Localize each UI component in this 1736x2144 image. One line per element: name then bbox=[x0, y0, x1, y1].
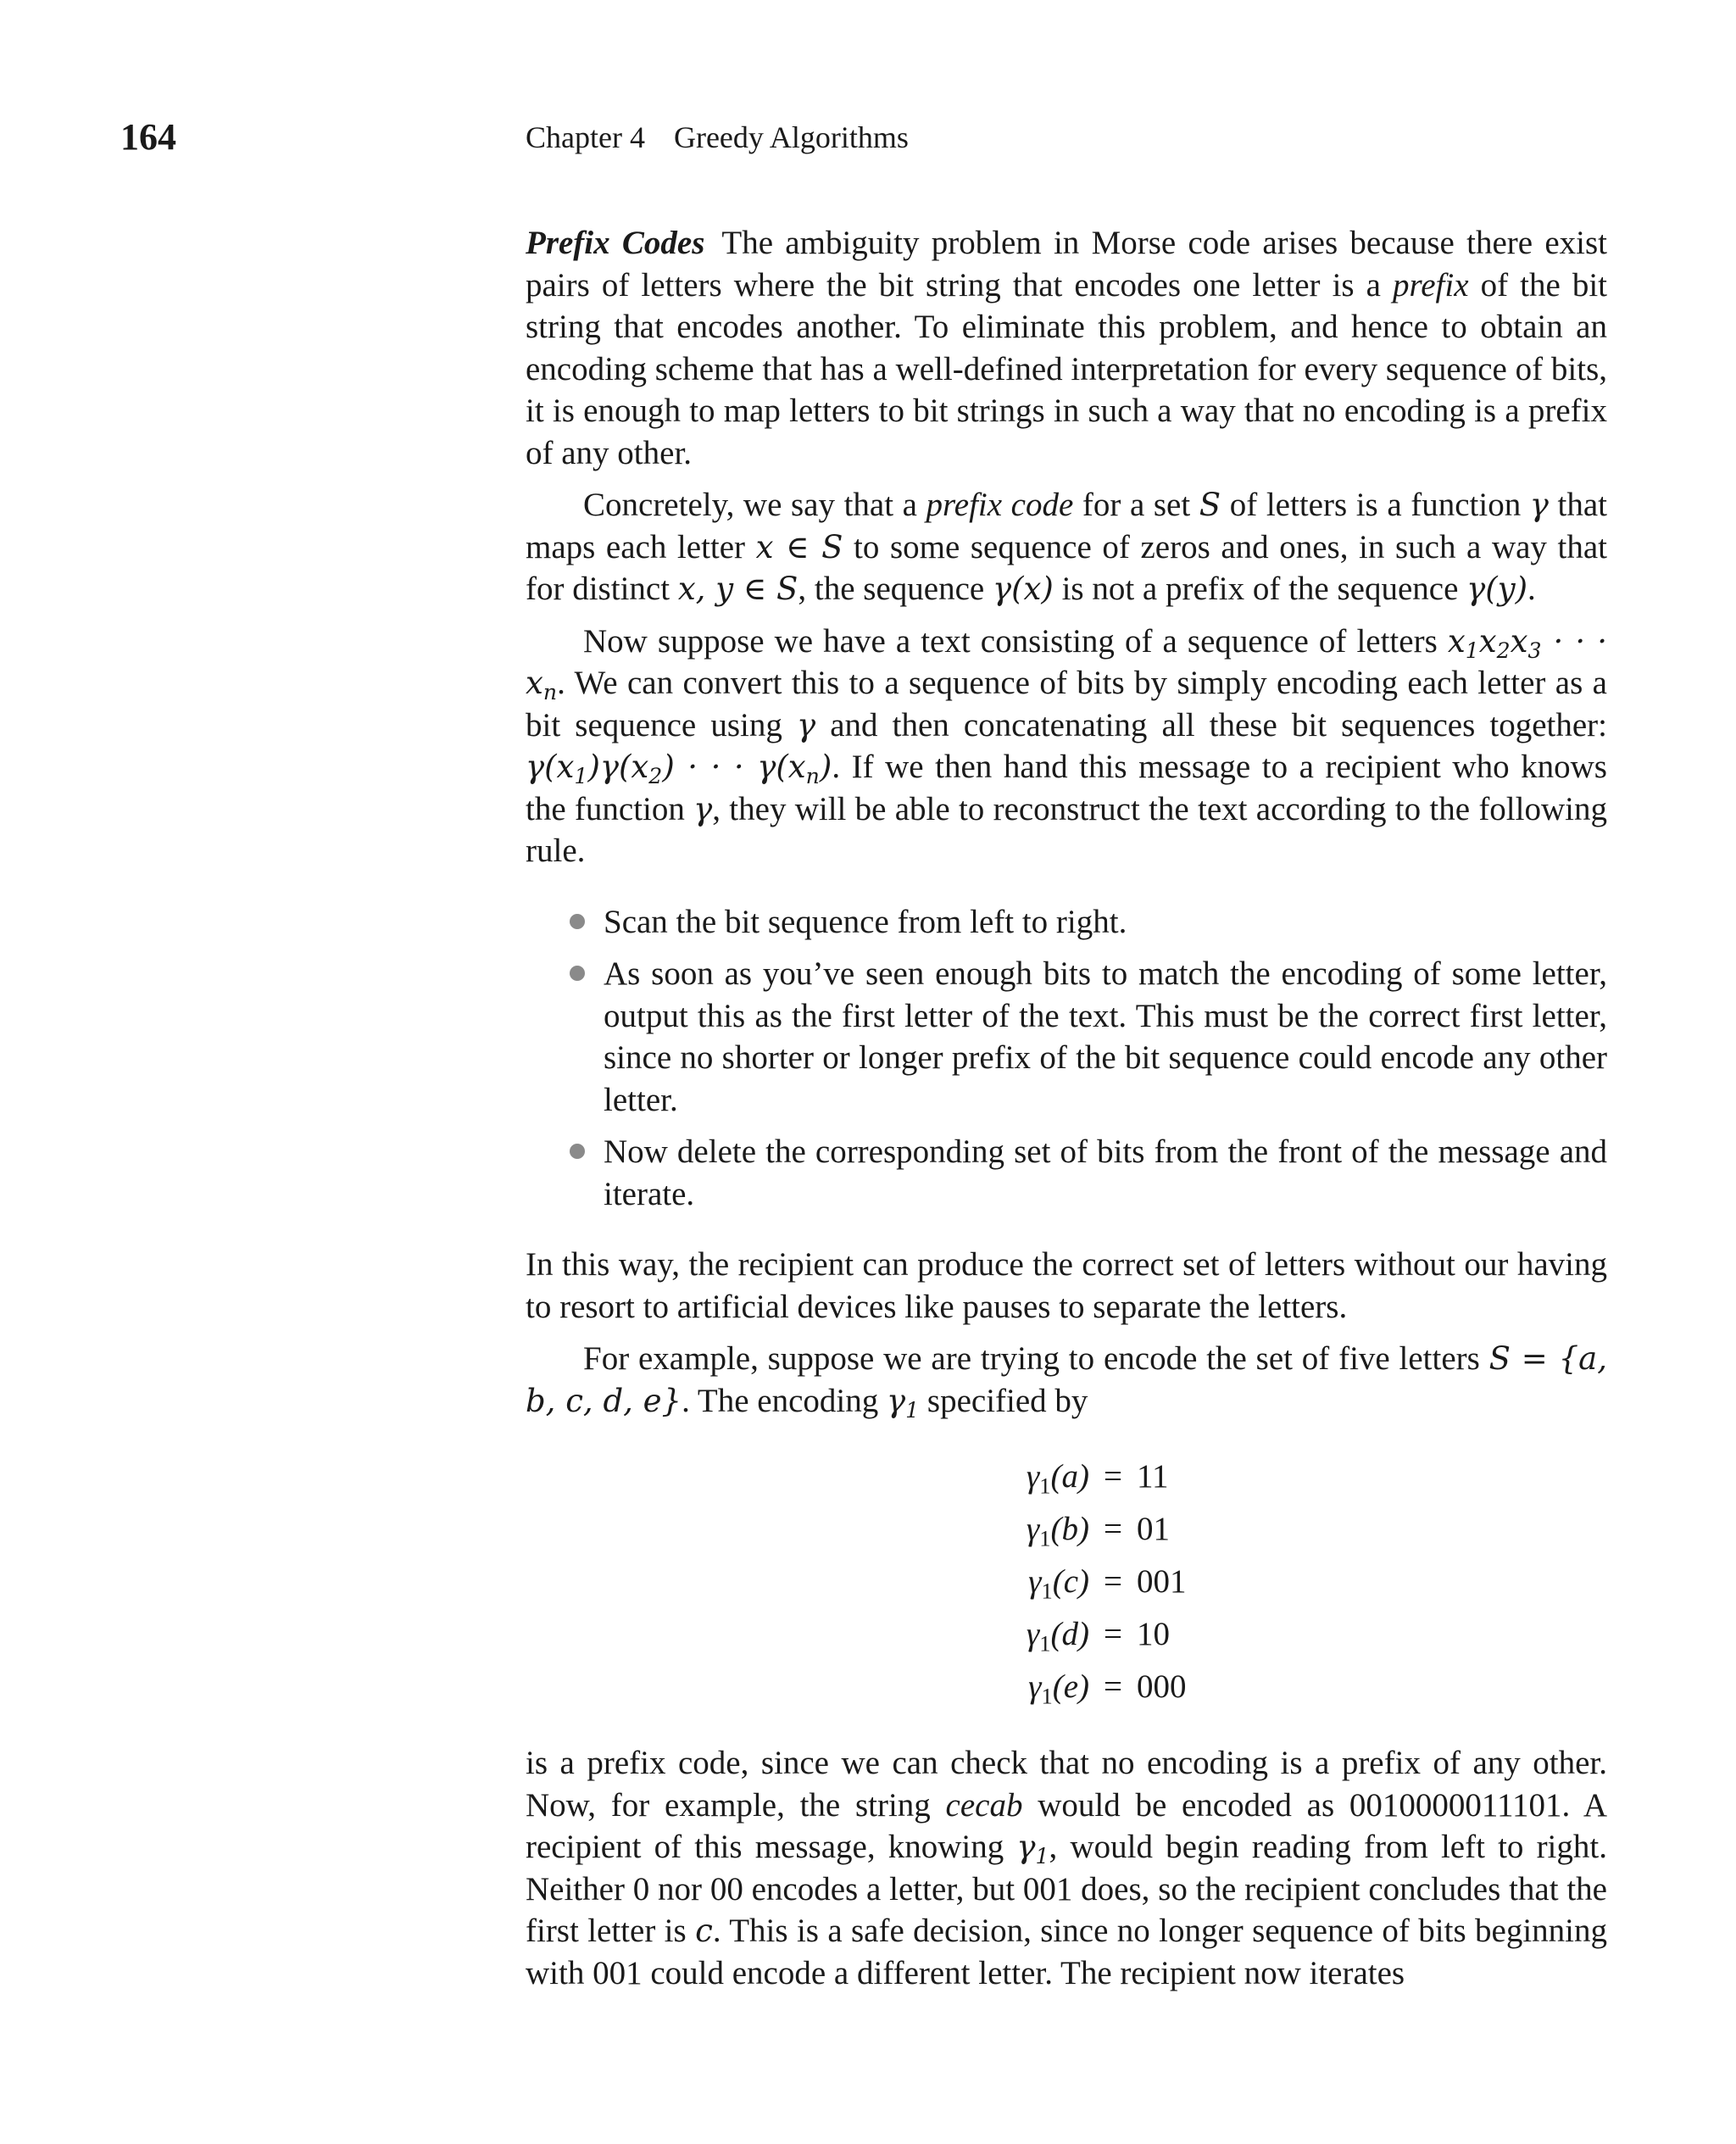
equals-sign: = bbox=[1104, 1511, 1122, 1547]
text-run: , they will be able to reconstruct the text according to the following rule. bbox=[526, 790, 1607, 869]
code-value: 01 bbox=[1137, 1511, 1170, 1547]
section-runin-title: Prefix Codes bbox=[526, 225, 705, 261]
chapter-label: Chapter 4 bbox=[526, 120, 645, 154]
math-gamma-1: $\gamma_1$ bbox=[1016, 1829, 1049, 1869]
encoding-table bbox=[526, 1451, 1607, 1713]
math-xy-in-s: x, y ∈ S bbox=[677, 571, 798, 607]
running-head bbox=[526, 115, 909, 159]
bullet-icon bbox=[570, 966, 585, 981]
paragraph-in-this-way: In this way, the recipient can produce the correct set of letters without our having to resort to artificial devices like pauses to separate the letters. bbox=[526, 1246, 1607, 1325]
math-gamma: γ bbox=[693, 790, 713, 827]
emphasis-prefix: prefix bbox=[1393, 266, 1469, 304]
math-gamma: γ bbox=[1529, 487, 1549, 523]
math-gamma-x: γ(x) bbox=[992, 571, 1054, 607]
math-encoded-sequence: $\gamma(x_1)\gamma(x_2)$ · · · $\gamma(x_n)$ bbox=[526, 749, 832, 789]
paragraph-now-suppose bbox=[526, 621, 1607, 872]
body-text bbox=[526, 222, 1607, 2004]
math-gamma: γ bbox=[1026, 1458, 1040, 1495]
text-run: specified by bbox=[919, 1382, 1088, 1419]
math-gamma: γ bbox=[796, 706, 816, 743]
text-run: of letters is a function bbox=[1221, 487, 1530, 523]
math-gamma: γ bbox=[1028, 1668, 1042, 1705]
math-gamma-y: γ(y) bbox=[1466, 571, 1528, 607]
text-run: would be encoded as 0010000011101. A recipient of this message, knowing bbox=[526, 1786, 1607, 1865]
paragraph-prefix-codes bbox=[526, 222, 1607, 474]
math-gamma: γ bbox=[1028, 1563, 1042, 1600]
text-run: for a set bbox=[1073, 487, 1199, 523]
text-run: and then concatenating all these bit sequences together: bbox=[815, 706, 1607, 743]
list-item bbox=[604, 1131, 1607, 1215]
emphasis-cecab: cecab bbox=[945, 1786, 1023, 1824]
encoding-row: $\gamma_1(c) = 001$ bbox=[954, 1556, 1221, 1608]
text-run: to some sequence of zeros and ones, in such a way that for distinct bbox=[526, 528, 1608, 607]
list-item-text: As soon as you’ve seen enough bits to match the encoding of some letter, output this as the first letter of the text. This must be the correct first letter, since no shorter or longer prefix of the bit sequence could encode any other letter. bbox=[604, 955, 1607, 1118]
math-argument: (c) bbox=[1052, 1563, 1089, 1600]
emphasis-prefix-code: prefix code bbox=[926, 487, 1074, 523]
bullet-icon bbox=[570, 914, 585, 929]
math-argument: (d) bbox=[1050, 1616, 1089, 1652]
text-run: Concretely, we say that a bbox=[583, 487, 926, 523]
text-run: For example, suppose we are trying to encode the set of five letters bbox=[583, 1340, 1489, 1377]
math-letter-sequence: $x_1x_2x_3$ · · · $x_n$ bbox=[526, 622, 1607, 705]
code-value: 001 bbox=[1137, 1563, 1187, 1600]
encoding-row: $\gamma_1(a) = 11$ bbox=[954, 1451, 1221, 1503]
text-run: is a prefix code, since we can check that no encoding is a prefix of any other. Now, for example, the string bbox=[526, 1745, 1607, 1824]
list-item-text: Now delete the corresponding set of bits from the front of the message and iterate. bbox=[604, 1133, 1607, 1212]
list-item-text: Scan the bit sequence from left to right. bbox=[604, 903, 1127, 940]
text-run: , would begin reading from left to right. Neither 0 nor 00 encodes a letter, but 001 does, so the recipient concludes that the first letter is bbox=[526, 1829, 1607, 1949]
text-run: . bbox=[1527, 571, 1536, 607]
text-run: of the bit string that encodes another. To eliminate this problem, and hence to obtain an encoding scheme that has a well-defined interpretation for every sequence of bits, it is enough to map letters to bit strings in such a way that no encoding is a prefix of any other. bbox=[526, 266, 1607, 471]
text-run: . If we then hand this message to a recipient who knows the function bbox=[526, 749, 1607, 827]
encoding-row: $\gamma_1(d) = 10$ bbox=[954, 1608, 1221, 1661]
text-run: . We can convert this to a sequence of bits by simply encoding each letter as a bit sequence using bbox=[526, 665, 1607, 743]
math-gamma: γ bbox=[1026, 1616, 1040, 1652]
list-item bbox=[604, 953, 1607, 1121]
encoding-row: $\gamma_1(e) = 000$ bbox=[954, 1661, 1221, 1713]
page-number: 164 bbox=[120, 116, 176, 158]
code-value: 10 bbox=[1137, 1616, 1170, 1652]
list-item bbox=[604, 901, 1607, 944]
text-run: Now suppose we have a text consisting of a sequence of letters bbox=[583, 622, 1448, 660]
text-run: . This is a safe decision, since no longer sequence of bits beginning with 001 could encode a different letter. The recipient now iterates bbox=[526, 1913, 1607, 1991]
math-set-s: S bbox=[1199, 487, 1221, 523]
text-run: is not a prefix of the sequence bbox=[1053, 571, 1467, 607]
paragraph-is-a-prefix-code bbox=[526, 1742, 1607, 1994]
code-value: 000 bbox=[1137, 1668, 1187, 1705]
encoding-row: $\gamma_1(b) = 01$ bbox=[954, 1503, 1221, 1556]
math-gamma: γ bbox=[1026, 1511, 1040, 1547]
chapter-title: Greedy Algorithms bbox=[673, 120, 909, 154]
paragraph-for-example bbox=[526, 1338, 1607, 1422]
equals-sign: = bbox=[1104, 1668, 1122, 1705]
paragraph-concretely bbox=[526, 484, 1607, 610]
code-value: 11 bbox=[1137, 1458, 1169, 1495]
math-argument: (e) bbox=[1052, 1668, 1089, 1705]
math-argument: (b) bbox=[1050, 1511, 1089, 1547]
math-letter-c: c bbox=[695, 1913, 713, 1949]
text-run: The ambiguity problem in Morse code arises because there exist pairs of letters where the bit string that encodes one letter is a bbox=[526, 225, 1607, 304]
math-x-in-s: x ∈ S bbox=[755, 528, 843, 565]
math-argument: (a) bbox=[1050, 1458, 1089, 1495]
math-set-definition: S = {a, b, c, d, e} bbox=[526, 1340, 1607, 1419]
equals-sign: = bbox=[1104, 1616, 1122, 1652]
text-run: , the sequence bbox=[798, 571, 993, 607]
text-run: . The encoding bbox=[682, 1382, 887, 1419]
equals-sign: = bbox=[1104, 1458, 1122, 1495]
bullet-icon bbox=[570, 1144, 585, 1159]
math-gamma-1: $\gamma_1$ bbox=[887, 1382, 920, 1423]
text-run: that maps each letter bbox=[526, 487, 1607, 565]
decoding-rule-list bbox=[526, 901, 1607, 1216]
equals-sign: = bbox=[1104, 1563, 1122, 1600]
